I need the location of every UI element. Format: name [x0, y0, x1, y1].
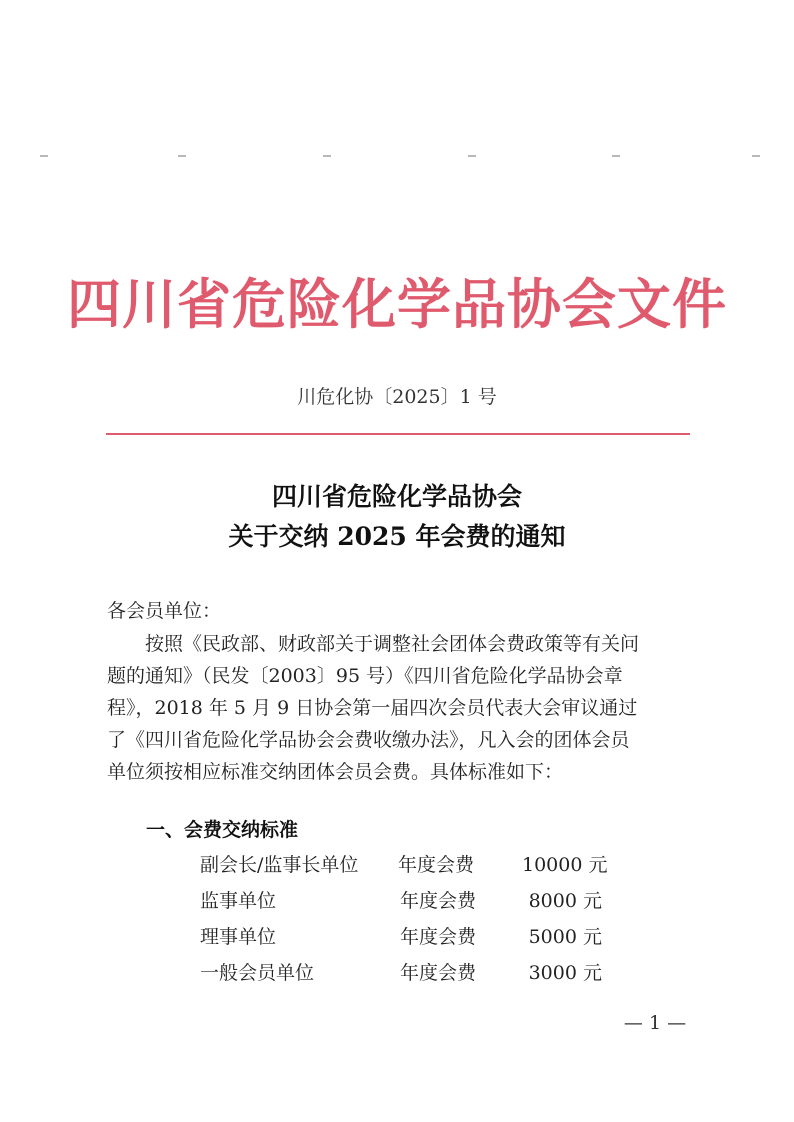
notice-title	[0, 477, 794, 557]
fee-type: 年度会费	[398, 854, 475, 876]
fee-amount: 5000 元	[528, 926, 602, 948]
scan-mark	[178, 155, 186, 157]
fee-unit: 副会长/监事长单位	[200, 854, 359, 876]
red-divider	[106, 433, 690, 435]
fee-unit: 监事单位	[200, 890, 277, 912]
org-document-title: 四川省危险化学品协会文件	[67, 272, 727, 336]
paragraph-line: 题的通知》（民发〔2003〕95 号）《四川省危险化学品协会章	[107, 665, 623, 687]
paragraph-line: 程》，2018 年 5 月 9 日协会第一届四次会员代表大会审议通过	[107, 697, 638, 719]
paragraph-line: 了《四川省危险化学品协会会费收缴办法》，凡入会的团体会员	[107, 729, 630, 751]
document-number: 川危化协〔2025〕1 号	[297, 386, 497, 408]
fee-amount: 3000 元	[528, 962, 602, 984]
fee-amount: 10000 元	[522, 854, 608, 876]
scan-mark	[468, 155, 476, 157]
body-paragraph	[107, 628, 691, 788]
salutation: 各会员单位：	[107, 600, 222, 622]
paragraph-line: 单位须按相应标准交纳团体会员会费。具体标准如下：	[107, 761, 564, 783]
fee-unit: 一般会员单位	[200, 962, 315, 984]
scan-mark	[612, 155, 620, 157]
notice-title-line-2: 关于交纳 2025 年会费的通知	[228, 522, 566, 551]
notice-title-line-1: 四川省危险化学品协会	[271, 482, 522, 511]
scan-mark	[40, 155, 48, 157]
page-number: — 1 —	[623, 1012, 687, 1034]
paragraph-line: 按照《民政部、财政部关于调整社会团体会费政策等有关问	[107, 633, 640, 655]
fee-type: 年度会费	[400, 962, 477, 984]
fee-type: 年度会费	[400, 926, 477, 948]
fee-type: 年度会费	[400, 890, 477, 912]
scan-mark	[323, 155, 331, 157]
section-heading-fee-standard: 一、会费交纳标准	[146, 819, 299, 841]
scan-mark	[752, 155, 760, 157]
fee-amount: 8000 元	[528, 890, 602, 912]
fee-unit: 理事单位	[200, 926, 277, 948]
